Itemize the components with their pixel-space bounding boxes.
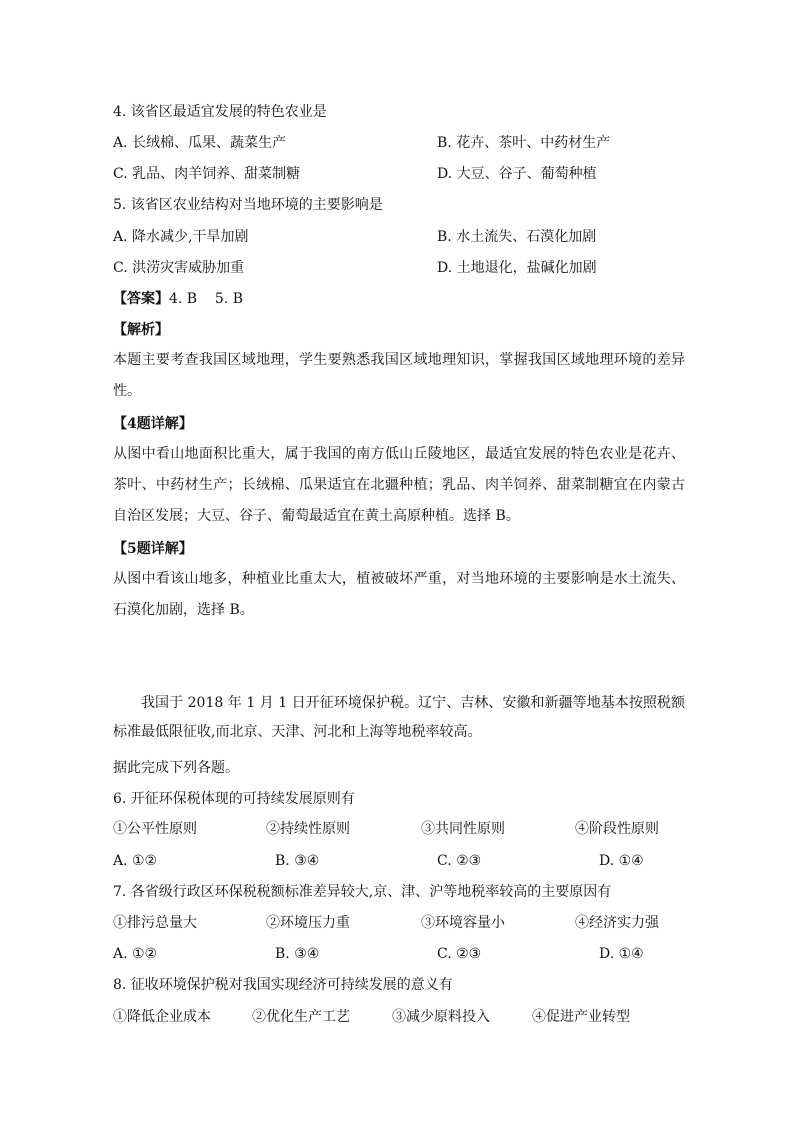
q7-option-d: D. ①④ bbox=[599, 946, 644, 962]
q6-stem: 6. 开征环保税体现的可持续发展原则有 bbox=[113, 791, 355, 807]
q6-item-4: ④阶段性原则 bbox=[575, 821, 659, 837]
answer-label: 【答案】 bbox=[113, 291, 169, 307]
q7-item-2: ②环境压力重 bbox=[266, 915, 350, 931]
intro-instruction: 据此完成下列各题。 bbox=[113, 760, 239, 776]
q6-item-3: ③共同性原则 bbox=[421, 821, 505, 837]
q4-option-d: D. 大豆、谷子、葡萄种植 bbox=[437, 166, 597, 182]
intro-text: 我国于 2018 年 1 月 1 日开征环境保护税。辽宁、吉林、安徽和新疆等地基本按照税额标准最低限征收,而北京、天津、河北和上海等地税率较高。 bbox=[113, 695, 685, 740]
detail5-label: 【5题详解】 bbox=[113, 541, 193, 557]
analysis-label: 【解析】 bbox=[113, 322, 169, 338]
detail4-label: 【4题详解】 bbox=[113, 416, 193, 432]
q6-option-a: A. ①② bbox=[113, 853, 158, 869]
q5-option-b: B. 水土流失、石漠化加剧 bbox=[437, 229, 597, 245]
analysis-text: 本题主要考查我国区域地理，学生要熟悉我国区域地理知识，掌握我国区域地理环境的差异性。 bbox=[113, 352, 685, 399]
answer-text: 4. B 5. B bbox=[169, 291, 243, 307]
q6-item-2: ②持续性原则 bbox=[266, 821, 350, 837]
q6-option-b: B. ③④ bbox=[275, 853, 320, 869]
q7-option-b: B. ③④ bbox=[275, 946, 320, 962]
q7-item-3: ③环境容量小 bbox=[421, 915, 505, 931]
q8-item-4: ④促进产业转型 bbox=[532, 1009, 630, 1025]
q8-item-1: ①降低企业成本 bbox=[113, 1009, 211, 1025]
q7-item-4: ④经济实力强 bbox=[575, 915, 659, 931]
q6-option-c: C. ②③ bbox=[437, 853, 482, 869]
q6-option-d: D. ①④ bbox=[599, 853, 644, 869]
q4-option-a: A. 长绒棉、瓜果、蔬菜生产 bbox=[113, 135, 287, 151]
q5-option-a: A. 降水减少,干旱加剧 bbox=[113, 229, 249, 245]
q6-item-1: ①公平性原则 bbox=[113, 821, 197, 837]
detail4-text: 从图中看山地面积比重大，属于我国的南方低山丘陵地区，最适宜发展的特色农业是花卉、茶叶、中药材生产；长绒棉、瓜果适宜在北疆种植；乳品、肉羊饲养、甜菜制糖宜在内蒙古自治区发展；大豆、谷子、葡萄最适宜在黄土高原种植。选择 B。 bbox=[113, 446, 685, 524]
q5-option-c: C. 洪涝灾害威胁加重 bbox=[113, 260, 245, 276]
q7-item-1: ①排污总量大 bbox=[113, 915, 197, 931]
q7-option-a: A. ①② bbox=[113, 946, 158, 962]
q8-item-2: ②优化生产工艺 bbox=[252, 1009, 350, 1025]
q4-option-b: B. 花卉、茶叶、中药材生产 bbox=[437, 135, 611, 151]
q4-stem: 4. 该省区最适宜发展的特色农业是 bbox=[113, 104, 327, 120]
answer-line bbox=[113, 289, 243, 309]
q7-option-c: C. ②③ bbox=[437, 946, 482, 962]
q7-stem: 7. 各省级行政区环保税税额标准差异较大,京、津、沪等地税率较高的主要原因有 bbox=[113, 884, 612, 900]
q5-stem: 5. 该省区农业结构对当地环境的主要影响是 bbox=[113, 197, 383, 213]
q8-stem: 8. 征收环境保护税对我国实现经济可持续发展的意义有 bbox=[113, 977, 453, 993]
detail5-text: 从图中看该山地多，种植业比重太大，植被破坏严重，对当地环境的主要影响是水土流失、石漠化加剧，选择 B。 bbox=[113, 571, 685, 618]
q5-option-d: D. 土地退化，盐碱化加剧 bbox=[437, 260, 597, 276]
q4-option-c: C. 乳品、肉羊饲养、甜菜制糖 bbox=[113, 166, 301, 182]
q8-item-3: ③减少原料投入 bbox=[392, 1009, 490, 1025]
